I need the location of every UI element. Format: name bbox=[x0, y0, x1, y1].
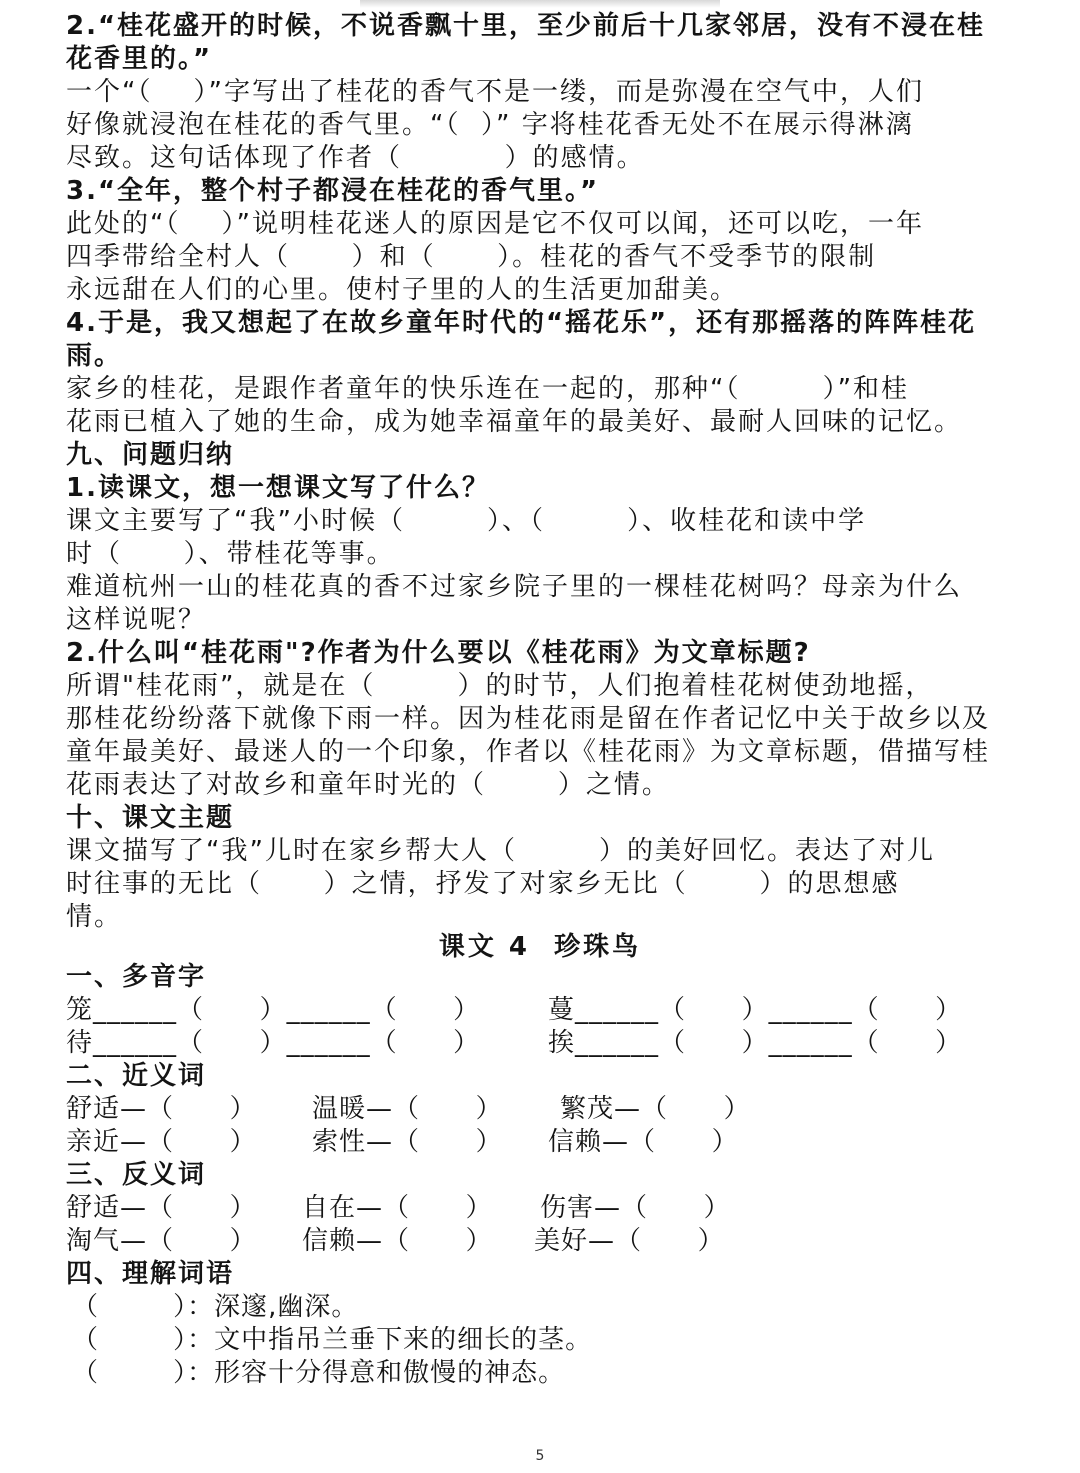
item2-quote: 2.“桂花盛开的时候，不说香飘十里，至少前后十几家邻居，没有不浸在桂 bbox=[66, 11, 986, 41]
item3-body-line: 永远甜在人们的心里。使村子里的人的生活更加甜美。 bbox=[66, 275, 739, 305]
page-header-strip bbox=[360, 0, 720, 8]
section9-heading: 九、问题归纳 bbox=[66, 440, 235, 470]
vocab-item: （ ）：文中指吊兰垂下来的细长的茎。 bbox=[72, 1325, 593, 1355]
q1-body-line: 这样说呢？ bbox=[66, 605, 207, 635]
q1-body-line: 时（ ）、带桂花等事。 bbox=[66, 539, 395, 569]
item2-body-line: 尽致。这句话体现了作者（ ）的感情。 bbox=[66, 143, 645, 173]
q2-body-line: 花雨表达了对故乡和童年时光的（ ）之情。 bbox=[66, 770, 670, 800]
synonym-cell: 索性—（ ） bbox=[312, 1127, 503, 1157]
antonyms-heading: 三、反义词 bbox=[66, 1160, 207, 1190]
polyphonic-cell: 笼______（ ）______（ ） bbox=[66, 995, 481, 1025]
polyphonic-cell: 蔓______（ ）______（ ） bbox=[548, 995, 963, 1025]
theme-body-line: 课文描写了“我”儿时在家乡帮大人（ ）的美好回忆。表达了对儿 bbox=[66, 836, 936, 866]
antonym-cell: 舒适—（ ） bbox=[66, 1193, 257, 1223]
polyphonic-cell: 挨______（ ）______（ ） bbox=[548, 1028, 963, 1058]
item2-quote-cont: 花香里的。” bbox=[66, 44, 213, 74]
theme-body-line: 时往事的无比（ ）之情，抒发了对家乡无比（ ）的思想感 bbox=[66, 869, 900, 899]
synonym-cell: 信赖—（ ） bbox=[548, 1127, 739, 1157]
synonym-cell: 舒适—（ ） bbox=[66, 1094, 257, 1124]
polyphonic-cell: 待______（ ）______（ ） bbox=[66, 1028, 481, 1058]
item4-quote: 4.于是，我又想起了在故乡童年时代的“摇花乐”，还有那摇落的阵阵桂花 bbox=[66, 308, 977, 338]
q2-body-line: 那桂花纷纷落下就像下雨一样。因为桂花雨是留在作者记忆中关于故乡以及 bbox=[66, 704, 991, 734]
vocab-item: （ ）：深邃,幽深。 bbox=[72, 1292, 359, 1322]
item3-quote: 3.“全年，整个村子都浸在桂花的香气里。” bbox=[66, 176, 600, 206]
q1-body-line: 难道杭州一山的桂花真的香不过家乡院子里的一棵桂花树吗？母亲为什么 bbox=[66, 572, 963, 602]
synonym-cell: 亲近—（ ） bbox=[66, 1127, 257, 1157]
theme-body-line: 情。 bbox=[66, 902, 123, 932]
antonym-cell: 信赖—（ ） bbox=[302, 1226, 493, 1256]
item4-body-line: 家乡的桂花，是跟作者童年的快乐连在一起的，那种“（ ）”和桂 bbox=[66, 374, 910, 404]
synonym-cell: 温暖—（ ） bbox=[312, 1094, 503, 1124]
antonym-cell: 伤害—（ ） bbox=[540, 1193, 731, 1223]
antonym-cell: 自在—（ ） bbox=[302, 1193, 493, 1223]
section10-heading: 十、课文主题 bbox=[66, 803, 235, 833]
item2-body-line: 一个“（ ）”字写出了桂花的香气不是一缕，而是弥漫在空气中，人们 bbox=[66, 77, 924, 107]
q1-body-line: 课文主要写了“我”小时候（ ）、（ ）、收桂花和读中学 bbox=[66, 506, 867, 536]
item3-body-line: 四季带给全村人（ ）和（ ）。桂花的香气不受季节的限制 bbox=[66, 242, 877, 272]
vocab-heading: 四、理解词语 bbox=[66, 1259, 235, 1289]
synonyms-heading: 二、近义词 bbox=[66, 1061, 207, 1091]
item3-body-line: 此处的“（ ）”说明桂花迷人的原因是它不仅可以闻，还可以吃，一年 bbox=[66, 209, 924, 239]
synonym-cell: 繁茂—（ ） bbox=[560, 1094, 751, 1124]
q1-question: 1.读课文，想一想课文写了什么？ bbox=[66, 473, 490, 503]
vocab-item: （ ）：形容十分得意和傲慢的神态。 bbox=[72, 1358, 566, 1388]
lesson-title: 课文 4 珍珠鸟 bbox=[438, 932, 642, 962]
item4-quote-cont: 雨。 bbox=[66, 341, 123, 371]
antonym-cell: 美好—（ ） bbox=[534, 1226, 725, 1256]
q2-body-line: 所谓"桂花雨”，就是在（ ）的时节，人们抱着桂花树使劲地摇， bbox=[66, 671, 934, 701]
q2-body-line: 童年最美好、最迷人的一个印象，作者以《桂花雨》为文章标题，借描写桂 bbox=[66, 737, 991, 767]
q2-question: 2.什么叫“桂花雨"?作者为什么要以《桂花雨》为文章标题? bbox=[66, 638, 811, 668]
item2-body-line: 好像就浸泡在桂花的香气里。“（ ）” 字将桂花香无处不在展示得淋漓 bbox=[66, 110, 914, 140]
antonym-cell: 淘气—（ ） bbox=[66, 1226, 257, 1256]
page-number: 5 bbox=[535, 1448, 545, 1464]
item4-body-line: 花雨已植入了她的生命，成为她幸福童年的最美好、最耐人回味的记忆。 bbox=[66, 407, 963, 437]
polyphonic-heading: 一、多音字 bbox=[66, 962, 207, 992]
